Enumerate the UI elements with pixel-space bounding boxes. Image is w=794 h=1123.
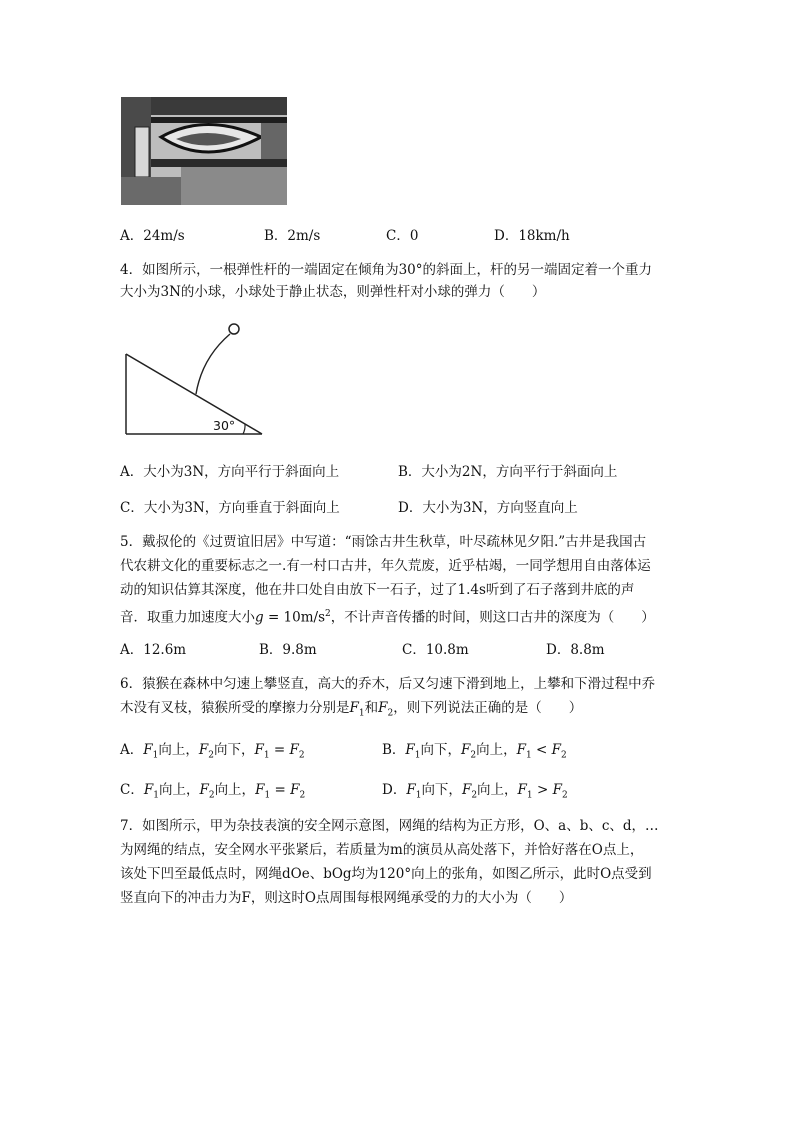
q7-line-3: 该处下凹至最低点时，网绳dOe、bOg均为120°向上的张角，如图乙所示，此时O点受到 bbox=[120, 866, 652, 882]
q5-line-4-before: 音．取重力加速度大小 bbox=[120, 609, 255, 626]
bridge-photo bbox=[121, 97, 287, 205]
q5-option-a: A．12.6m bbox=[120, 642, 187, 658]
q3-option-c: C．0 bbox=[386, 228, 419, 244]
q4-option-b: B．大小为2N，方向平行于斜面向上 bbox=[398, 464, 618, 480]
q4-option-d: D．大小为3N，方向竖直向上 bbox=[398, 500, 578, 516]
q6-option-d: D．$F_1$向下，$F_2$向上，$F_1 > F_2$ bbox=[382, 782, 568, 801]
q5-line-4 bbox=[120, 602, 655, 630]
incline-diagram bbox=[120, 318, 270, 438]
q6-line-2 bbox=[120, 696, 582, 726]
gravity-exponent: 2 bbox=[325, 609, 331, 619]
q3-option-b: B．2m/s bbox=[264, 228, 321, 244]
q5-line-1: 5．戴叔伦的《过贾谊旧居》中写道：“雨馀古井生秋草，叶尽疏林见夕阳.”古井是我国古 bbox=[120, 534, 647, 550]
q6-option-b: B．$F_1$向下，$F_2$向上，$F_1 < F_2$ bbox=[382, 742, 567, 761]
q6-option-c: C．$F_1$向上，$F_2$向上，$F_1 = F_2$ bbox=[120, 782, 306, 801]
q6-line-1: 6．猿猴在森林中匀速上攀竖直，高大的乔木，后又匀速下滑到地上，上攀和下滑过程中乔 bbox=[120, 676, 656, 692]
q4-line-1: 4．如图所示，一根弹性杆的一端固定在倾角为30°的斜面上，杆的另一端固定着一个重力 bbox=[120, 262, 653, 278]
q5-option-d: D．8.8m bbox=[546, 642, 605, 658]
q4-option-c: C．大小为3N，方向垂直于斜面向上 bbox=[120, 500, 340, 516]
f-symbol: F bbox=[378, 700, 388, 716]
q5-line-4-after: ，不计声音传播的时间，则这口古井的深度为（ ） bbox=[330, 609, 655, 626]
q7-line-1: 7．如图所示，甲为杂技表演的安全网示意图，网绳的结构为正方形，O、a、b、c、d，… bbox=[120, 818, 659, 834]
q5-line-2: 代农耕文化的重要标志之一.有一村口古井，年久荒废，近乎枯竭，一同学想用自由落体运 bbox=[120, 558, 651, 574]
gravity-value: = 10m/s bbox=[263, 609, 326, 626]
q5-line-3: 动的知识估算其深度，他在井口处自由放下一石子，过了1.4s听到了石子落到井底的声 bbox=[120, 582, 635, 598]
q6-option-a: A．$F_1$向上，$F_2$向下，$F_1 = F_2$ bbox=[120, 742, 305, 761]
angle-label: 30° bbox=[213, 418, 236, 433]
q3-option-d: D．18km/h bbox=[494, 228, 570, 244]
q6-line-2-text: 木没有叉枝，猿猴所受的摩擦力分别是 bbox=[120, 700, 350, 716]
q6-and: 和 bbox=[364, 700, 379, 716]
q4-option-a: A．大小为3N，方向平行于斜面向上 bbox=[120, 464, 340, 480]
q6-line-2-tail: ，则下列说法正确的是（ ） bbox=[393, 700, 583, 716]
q4-line-2: 大小为3N的小球，小球处于静止状态，则弹性杆对小球的弹力（ ） bbox=[120, 284, 546, 300]
f-sub: 2 bbox=[387, 708, 394, 719]
q5-option-c: C．10.8m bbox=[402, 642, 469, 658]
q7-line-4: 竖直向下的冲击力为F，则这时O点周围每根网绳承受的力的大小为（ ） bbox=[120, 890, 573, 906]
f-sub: 1 bbox=[358, 708, 365, 719]
q7-line-2: 为网绳的结点，安全网水平张紧后，若质量为m的演员从高处落下，并恰好落在O点上， bbox=[120, 842, 644, 858]
f-symbol: F bbox=[349, 700, 359, 716]
q5-option-b: B．9.8m bbox=[259, 642, 317, 658]
q3-option-a: A．24m/s bbox=[120, 228, 185, 244]
gravity-symbol: g bbox=[255, 609, 264, 626]
